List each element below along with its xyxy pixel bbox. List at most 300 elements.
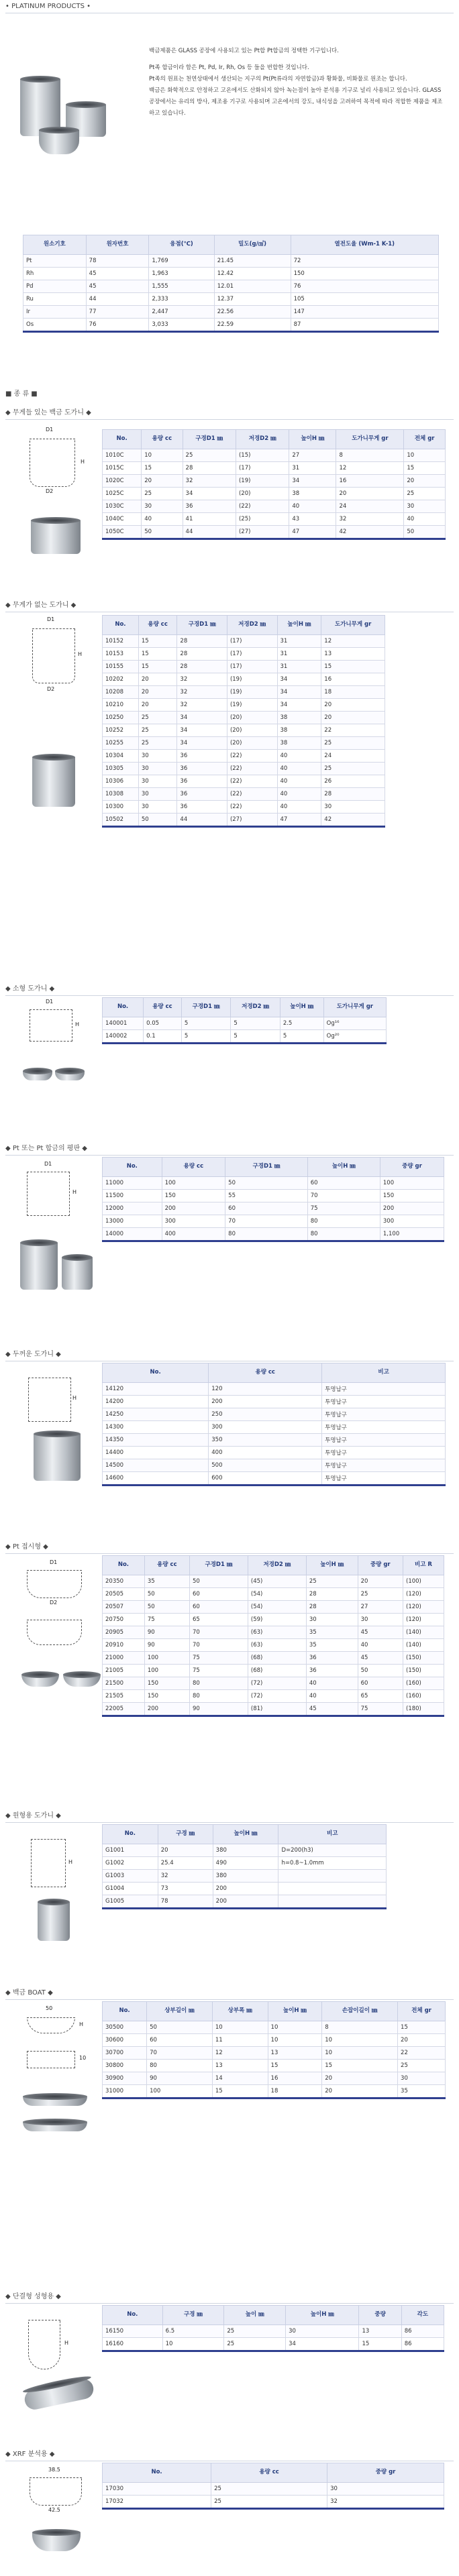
table-cell: 41 bbox=[183, 513, 236, 526]
table-cell: 47 bbox=[277, 814, 321, 827]
table-cell: 38 bbox=[289, 488, 336, 500]
table-cell: Pd bbox=[23, 280, 87, 293]
table-cell: 28 bbox=[183, 462, 236, 475]
table-cell: 50 bbox=[144, 1588, 189, 1601]
table-cell: 22005 bbox=[103, 1703, 145, 1716]
dim-h: H bbox=[72, 1189, 77, 1195]
column-header: 구경D1 ㎜ bbox=[189, 1556, 248, 1575]
table-cell: 45 bbox=[86, 280, 149, 293]
table-cell: 25.4 bbox=[158, 1857, 213, 1870]
table-cell: (140) bbox=[403, 1626, 444, 1639]
table-cell: 140001 bbox=[103, 1017, 144, 1030]
s1-title: ◆ 무게들 있는 백금 도가니 ◆ bbox=[5, 409, 91, 416]
dim-d2: D2 bbox=[46, 488, 54, 494]
table-row bbox=[23, 268, 439, 280]
table-cell: 14120 bbox=[103, 1383, 209, 1396]
table-cell: 10255 bbox=[103, 737, 139, 750]
dim-h: H bbox=[75, 1021, 80, 1027]
table-row bbox=[103, 513, 446, 526]
table-cell: G1005 bbox=[103, 1895, 158, 1909]
table-header-row bbox=[103, 998, 387, 1017]
table-cell: 36 bbox=[177, 801, 227, 814]
table-header-row bbox=[103, 430, 446, 449]
table-cell: 27 bbox=[358, 1601, 403, 1614]
table-cell: (160) bbox=[403, 1677, 444, 1690]
table-cell: 22.56 bbox=[214, 306, 291, 319]
table-cell: 35 bbox=[144, 1575, 189, 1588]
table-cell: 11500 bbox=[103, 1190, 162, 1202]
s5-table bbox=[102, 1363, 446, 1486]
table-cell: (19) bbox=[227, 673, 277, 686]
column-header: 용량 cc bbox=[144, 1556, 189, 1575]
crucible-photo bbox=[32, 757, 75, 807]
table-cell: 200 bbox=[213, 1883, 278, 1895]
table-cell: 40 bbox=[142, 513, 183, 526]
column-header: 중량 bbox=[359, 2306, 401, 2325]
table-cell: 25 bbox=[183, 449, 236, 462]
table-cell: 20750 bbox=[103, 1614, 145, 1626]
s1-figure bbox=[20, 427, 94, 561]
table-cell: 20 bbox=[336, 488, 404, 500]
table-cell: 490 bbox=[213, 1857, 278, 1870]
plate-photo bbox=[63, 1675, 101, 1687]
table-cell: 100 bbox=[162, 1177, 225, 1190]
s2-table bbox=[102, 615, 385, 828]
xrf-bottom-dim: 42.5 bbox=[48, 2507, 60, 2513]
table-row bbox=[103, 1690, 444, 1703]
table-cell: 30 bbox=[286, 2325, 359, 2338]
column-header: 전체 gr bbox=[398, 2002, 446, 2021]
table-row bbox=[103, 814, 385, 827]
column-header: 높이H ㎜ bbox=[280, 998, 323, 1017]
boat-outline bbox=[27, 2017, 75, 2033]
table-cell: (120) bbox=[403, 1601, 444, 1614]
table-cell: 13 bbox=[212, 2060, 268, 2072]
boat-length: 50 bbox=[46, 2005, 53, 2011]
table-cell: 44 bbox=[183, 526, 236, 539]
s6-title: ◆ Pt 접시형 ◆ bbox=[5, 1543, 48, 1551]
table-cell: 15 bbox=[138, 661, 177, 673]
table-cell: (25) bbox=[236, 513, 289, 526]
table-cell: (22) bbox=[227, 801, 277, 814]
table-cell: 30 bbox=[142, 500, 183, 513]
table-cell: 36 bbox=[306, 1652, 358, 1665]
table-row bbox=[103, 1703, 444, 1716]
table-cell: (68) bbox=[248, 1652, 306, 1665]
column-header: 높이H ㎜ bbox=[268, 2002, 322, 2021]
table-cell: 10250 bbox=[103, 712, 139, 724]
table-cell: (72) bbox=[248, 1677, 306, 1690]
table-row bbox=[23, 319, 439, 332]
s2-title: ◆ 무게가 없는 도가니 ◆ bbox=[5, 602, 76, 609]
table-cell: D=200(h3) bbox=[278, 1844, 387, 1857]
table-cell: 1,769 bbox=[149, 255, 214, 268]
table-cell: 36 bbox=[177, 788, 227, 801]
table-row bbox=[103, 475, 446, 488]
column-header: 높이H ㎜ bbox=[307, 1158, 380, 1177]
table-cell: 35 bbox=[306, 1626, 358, 1639]
table-cell: (22) bbox=[227, 750, 277, 763]
table-cell: 20 bbox=[138, 686, 177, 699]
table-row bbox=[103, 1447, 446, 1459]
table-row bbox=[23, 306, 439, 319]
table-cell: 22 bbox=[398, 2047, 446, 2060]
table-cell: 10152 bbox=[103, 635, 139, 648]
table-cell: 28 bbox=[321, 788, 385, 801]
xrf-photo bbox=[32, 2532, 81, 2551]
table-cell: 12.37 bbox=[214, 293, 291, 306]
crucible-outline bbox=[28, 1378, 71, 1422]
table-cell: 150 bbox=[291, 268, 438, 280]
table-cell: 73 bbox=[158, 1883, 213, 1895]
table-cell: 10208 bbox=[103, 686, 139, 699]
table-cell: 25 bbox=[138, 737, 177, 750]
column-header: No. bbox=[103, 2306, 163, 2325]
table-cell: (81) bbox=[248, 1703, 306, 1716]
table-row bbox=[103, 1601, 444, 1614]
table-row bbox=[103, 1883, 387, 1895]
table-cell: 380 bbox=[213, 1844, 278, 1857]
table-cell: 80 bbox=[225, 1228, 308, 1241]
table-cell: 25 bbox=[404, 488, 446, 500]
column-header: 비고 R bbox=[403, 1556, 444, 1575]
table-cell: 36 bbox=[177, 750, 227, 763]
table-cell: 87 bbox=[291, 319, 438, 332]
table-cell: 250 bbox=[209, 1408, 322, 1421]
table-cell: (63) bbox=[248, 1626, 306, 1639]
column-header: 용량 cc bbox=[162, 1158, 225, 1177]
table-cell: (27) bbox=[227, 814, 277, 827]
table-row bbox=[103, 1472, 446, 1486]
table-cell: 90 bbox=[144, 1639, 189, 1652]
table-cell: 16160 bbox=[103, 2338, 163, 2351]
table-cell: (22) bbox=[227, 763, 277, 775]
table-cell: (22) bbox=[236, 500, 289, 513]
dish-photo bbox=[20, 1243, 58, 1290]
table-cell: 10305 bbox=[103, 763, 139, 775]
column-header: 중량 gr bbox=[358, 1556, 403, 1575]
table-cell: (160) bbox=[403, 1690, 444, 1703]
table-cell: 45 bbox=[358, 1652, 403, 1665]
table-row bbox=[103, 1614, 444, 1626]
table-cell: 10155 bbox=[103, 661, 139, 673]
table-cell: 10300 bbox=[103, 801, 139, 814]
table-cell: 80 bbox=[307, 1215, 380, 1228]
table-cell: 14250 bbox=[103, 1408, 209, 1421]
table-cell: 25 bbox=[358, 1588, 403, 1601]
table-cell: 70 bbox=[225, 1215, 308, 1228]
table-cell: 30 bbox=[398, 2072, 446, 2085]
table-cell: 투명납구 bbox=[322, 1421, 446, 1434]
column-header: 상부폭 ㎜ bbox=[212, 2002, 268, 2021]
table-cell: (27) bbox=[236, 526, 289, 539]
table-header-row bbox=[103, 616, 385, 635]
types-header bbox=[0, 388, 459, 398]
table-cell: (19) bbox=[236, 475, 289, 488]
table-row bbox=[103, 661, 385, 673]
table-cell: (45) bbox=[248, 1575, 306, 1588]
intro-text bbox=[149, 46, 444, 119]
s8-title: ◆ 백금 BOAT ◆ bbox=[5, 1989, 53, 1997]
crucible-photo bbox=[34, 1434, 81, 1481]
xrf-top-dim: 38.5 bbox=[48, 2467, 60, 2473]
boat-photo bbox=[23, 2096, 87, 2106]
types-title: ■ 종 류 ■ bbox=[5, 390, 38, 398]
table-cell: 77 bbox=[86, 306, 149, 319]
intro-p4: 백금은 화학적으로 안정하고 고온에서도 산화되지 않아 녹는점이 높아 분석용 기구로 널리 사용되고 있습니다. GLASS 공장에서는 유리의 방사, 제조용 기구로 사용되며 고온에서의 강도, 내식성을 고려하여 목적에 따라 적합한 제품을 제조하고 있습니다. bbox=[149, 87, 443, 117]
table-cell: 11 bbox=[212, 2034, 268, 2047]
table-row bbox=[103, 788, 385, 801]
table-cell: 600 bbox=[209, 1472, 322, 1486]
table-cell: 15 bbox=[212, 2085, 268, 2098]
table-cell: 20 bbox=[321, 699, 385, 712]
table-cell: 72 bbox=[291, 255, 438, 268]
table-cell bbox=[278, 1870, 387, 1883]
table-cell: 30600 bbox=[103, 2034, 147, 2047]
table-row bbox=[103, 699, 385, 712]
table-cell: 14000 bbox=[103, 1228, 162, 1241]
table-cell: 78 bbox=[86, 255, 149, 268]
dim-d2: D2 bbox=[50, 1600, 58, 1606]
column-header: 용량 cc bbox=[211, 2463, 327, 2483]
plate-photo bbox=[21, 1675, 59, 1687]
dim-h: H bbox=[79, 2021, 84, 2027]
table-cell bbox=[278, 1883, 387, 1895]
table-cell: 투명납구 bbox=[322, 1408, 446, 1421]
table-row bbox=[23, 280, 439, 293]
crucible-photo bbox=[13, 66, 111, 163]
table-cell: (22) bbox=[227, 775, 277, 788]
table-cell: 15 bbox=[398, 2021, 446, 2034]
s3-title: ◆ 소형 도가니 ◆ bbox=[5, 985, 55, 993]
table-cell: 10 bbox=[142, 449, 183, 462]
table-cell: 140002 bbox=[103, 1030, 144, 1044]
table-cell: 1025C bbox=[103, 488, 142, 500]
table-cell: 20 bbox=[321, 712, 385, 724]
table-cell: 45 bbox=[358, 1626, 403, 1639]
table-cell: 26 bbox=[321, 775, 385, 788]
table-header-row bbox=[103, 1363, 446, 1383]
column-header: 용량 cc bbox=[209, 1363, 322, 1383]
table-row bbox=[103, 737, 385, 750]
table-cell: 10 bbox=[322, 2047, 398, 2060]
table-cell: 투명납구 bbox=[322, 1434, 446, 1447]
table-row bbox=[103, 1639, 444, 1652]
table-cell: 16 bbox=[321, 673, 385, 686]
table-cell: 44 bbox=[177, 814, 227, 827]
table-cell: Rh bbox=[23, 268, 87, 280]
table-cell: 30500 bbox=[103, 2021, 147, 2034]
table-cell: Ru bbox=[23, 293, 87, 306]
table-cell: 31 bbox=[289, 462, 336, 475]
table-cell: 50 bbox=[144, 1601, 189, 1614]
table-cell: 80 bbox=[307, 1228, 380, 1241]
table-cell: 34 bbox=[183, 488, 236, 500]
table-cell: 21500 bbox=[103, 1677, 145, 1690]
table-cell: 25 bbox=[224, 2338, 286, 2351]
crucible-photo bbox=[38, 1902, 70, 1941]
column-header: 중량 gr bbox=[380, 1158, 444, 1177]
intro-p1: 백금제품은 GLASS 공장에 사용되고 있는 Pt합 Pt합금의 정택한 기구입니다. bbox=[149, 48, 339, 54]
s7-figure bbox=[13, 1824, 101, 1958]
table-cell: 44 bbox=[86, 293, 149, 306]
table-cell: G1003 bbox=[103, 1870, 158, 1883]
s9-title: ◆ 단결형 성형용 ◆ bbox=[5, 2293, 61, 2300]
s6-figure bbox=[13, 1555, 107, 1710]
xrf-outline bbox=[30, 2477, 82, 2506]
column-header: 높이H ㎜ bbox=[289, 430, 336, 449]
s9-figure bbox=[13, 2305, 107, 2439]
table-row bbox=[103, 449, 446, 462]
column-header: 비고 bbox=[278, 1825, 387, 1844]
table-cell: 1,100 bbox=[380, 1228, 444, 1241]
table-cell: 1030C bbox=[103, 500, 142, 513]
table-cell: 20507 bbox=[103, 1601, 145, 1614]
table-cell: 32 bbox=[177, 699, 227, 712]
table-cell: 10202 bbox=[103, 673, 139, 686]
crucible-outline bbox=[30, 439, 75, 487]
section-small-crucible bbox=[0, 983, 459, 1040]
table-row bbox=[103, 673, 385, 686]
table-cell: 1020C bbox=[103, 475, 142, 488]
section-crucible-with-lid bbox=[0, 406, 459, 535]
s5-figure bbox=[13, 1363, 101, 1490]
table-cell: Os bbox=[23, 319, 87, 332]
s6-table bbox=[102, 1555, 444, 1717]
table-cell: 100 bbox=[147, 2085, 213, 2098]
column-header: No. bbox=[103, 1556, 145, 1575]
table-cell: 34 bbox=[277, 699, 321, 712]
table-cell: 12 bbox=[321, 635, 385, 648]
column-header: 밀도(g/㎤) bbox=[214, 235, 291, 255]
table-header-row bbox=[103, 2306, 444, 2325]
column-header: 구경 ㎜ bbox=[158, 1825, 213, 1844]
table-row bbox=[103, 2338, 444, 2351]
dim-d1: D1 bbox=[46, 999, 54, 1005]
table-row bbox=[103, 2496, 444, 2509]
table-cell: 60 bbox=[358, 1677, 403, 1690]
table-cell: 20910 bbox=[103, 1639, 145, 1652]
table-cell: G1004 bbox=[103, 1883, 158, 1895]
table-row bbox=[23, 255, 439, 268]
table-cell: 32 bbox=[177, 673, 227, 686]
crucible-photo bbox=[31, 520, 81, 554]
table-cell: 350 bbox=[209, 1434, 322, 1447]
table-cell: (22) bbox=[227, 788, 277, 801]
table-cell: 28 bbox=[177, 661, 227, 673]
table-cell: 17030 bbox=[103, 2483, 211, 2496]
column-header: 용량 cc bbox=[138, 616, 177, 635]
table-cell: 12.42 bbox=[214, 268, 291, 280]
table-cell: 34 bbox=[177, 712, 227, 724]
table-cell: 14400 bbox=[103, 1447, 209, 1459]
table-row bbox=[103, 750, 385, 763]
table-cell: 42 bbox=[336, 526, 404, 539]
table-cell: 14300 bbox=[103, 1421, 209, 1434]
table-cell: 투명납구 bbox=[322, 1459, 446, 1472]
table-cell: 86 bbox=[401, 2325, 444, 2338]
table-cell: 30 bbox=[327, 2483, 444, 2496]
table-cell: 22.59 bbox=[214, 319, 291, 332]
table-cell: 50 bbox=[142, 526, 183, 539]
table-cell: 20 bbox=[322, 2085, 398, 2098]
table-cell: 15 bbox=[142, 462, 183, 475]
table-cell: (59) bbox=[248, 1614, 306, 1626]
column-header: 손잡이길이 ㎜ bbox=[322, 2002, 398, 2021]
table-cell: 1010C bbox=[103, 449, 142, 462]
column-header: 구경D1 ㎜ bbox=[183, 430, 236, 449]
mold-photo bbox=[23, 2377, 95, 2412]
table-cell: (19) bbox=[227, 699, 277, 712]
table-cell: 5 bbox=[231, 1017, 280, 1030]
column-header: 구경D1 ㎜ bbox=[177, 616, 227, 635]
table-cell: 20 bbox=[158, 1844, 213, 1857]
table-cell: 5 bbox=[181, 1017, 231, 1030]
table-cell: 15 bbox=[321, 661, 385, 673]
crucible-outline bbox=[30, 1009, 72, 1042]
s4-title: ◆ Pt 또는 Pt 합금의 평판 ◆ bbox=[5, 1145, 87, 1152]
boat-top-outline bbox=[27, 2051, 75, 2068]
table-cell: 31 bbox=[277, 661, 321, 673]
table-cell: 10306 bbox=[103, 775, 139, 788]
dim-h: H bbox=[81, 459, 85, 465]
table-cell: 27 bbox=[289, 449, 336, 462]
table-cell: 38 bbox=[277, 724, 321, 737]
table-cell: 15 bbox=[138, 648, 177, 661]
table-cell: 2.5 bbox=[280, 1017, 323, 1030]
column-header: 전체 gr bbox=[404, 430, 446, 449]
table-cell: 70 bbox=[189, 1626, 248, 1639]
s8-figure bbox=[13, 2001, 107, 2155]
table-row bbox=[103, 1190, 444, 1202]
column-header: 중량 gr bbox=[327, 2463, 444, 2483]
table-cell: 60 bbox=[307, 1177, 380, 1190]
table-row bbox=[103, 1396, 446, 1408]
table-cell: 100 bbox=[380, 1177, 444, 1190]
mold-outline bbox=[28, 2320, 60, 2369]
table-cell: 30900 bbox=[103, 2072, 147, 2085]
table-cell: G1002 bbox=[103, 1857, 158, 1870]
s3-divider bbox=[5, 995, 454, 996]
table-cell: 25 bbox=[398, 2060, 446, 2072]
table-cell: 18 bbox=[268, 2085, 322, 2098]
table-cell: (150) bbox=[403, 1665, 444, 1677]
table-row bbox=[103, 686, 385, 699]
table-cell: 20 bbox=[322, 2072, 398, 2085]
table-cell: 28 bbox=[177, 648, 227, 661]
table-cell: 75 bbox=[307, 1202, 380, 1215]
table-cell: 300 bbox=[209, 1421, 322, 1434]
column-header: 저경D2 ㎜ bbox=[227, 616, 277, 635]
plate-outline bbox=[27, 1570, 82, 1598]
dim-d1: D1 bbox=[47, 616, 55, 622]
table-row bbox=[103, 1626, 444, 1639]
column-header: No. bbox=[103, 1363, 209, 1383]
table-cell: 3,033 bbox=[149, 319, 214, 332]
table-cell: 45 bbox=[86, 268, 149, 280]
table-cell: 24 bbox=[336, 500, 404, 513]
table-cell: 14350 bbox=[103, 1434, 209, 1447]
column-header: 원자번호 bbox=[86, 235, 149, 255]
table-cell: 200 bbox=[209, 1396, 322, 1408]
table-row bbox=[103, 1575, 444, 1588]
table-row bbox=[103, 2072, 446, 2085]
s7-title: ◆ 원형용 도가니 ◆ bbox=[5, 1812, 61, 1819]
column-header: 구경D1 ㎜ bbox=[181, 998, 231, 1017]
table-cell: 10304 bbox=[103, 750, 139, 763]
table-cell: 10308 bbox=[103, 788, 139, 801]
section-pt-plate bbox=[0, 1541, 459, 1712]
